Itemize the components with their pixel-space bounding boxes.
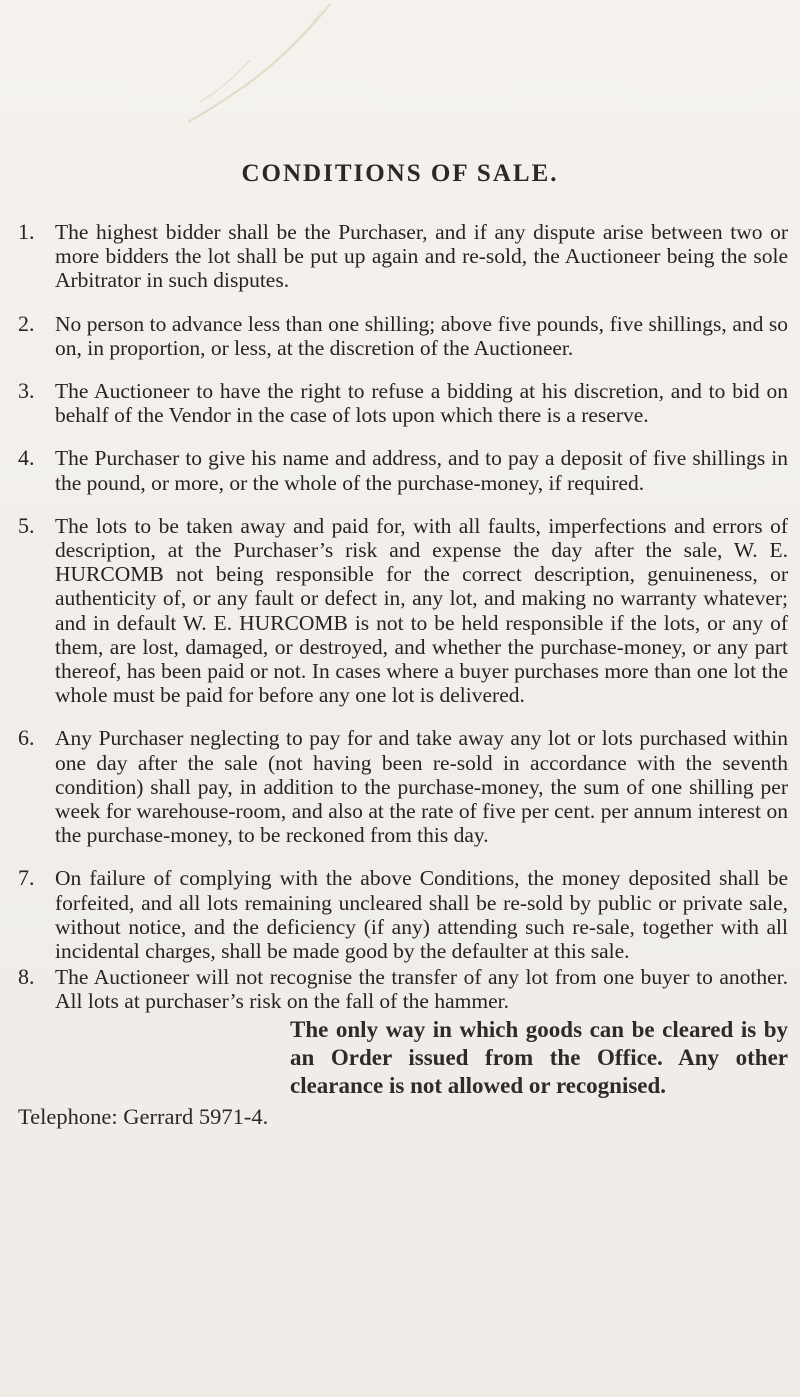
condition-number: 7.: [18, 865, 35, 891]
condition-text: The lots to be taken away and paid for, with all faults, imperfections and errors of description, at the Purchaser’s risk and expense the day after the sale, W. E. HURCOMB not being responsible for the correct description, genuineness, or authenticity of, or any fault or defect in, any lot, and making no warranty whatever; and in default W. E. HURCOMB is not to be held responsible if the lots, or any of them, are lost, damaged, or destroyed, and whether the purchase-money, or any part thereof, has been paid or not. In cases where a buyer purchases more than one lot the whole must be paid for before any one lot is delivered.: [55, 513, 788, 708]
clearance-note: The only way in which goods can be cleared is by an Order issued from the Office. Any other clearance is not allowed or recognised.: [290, 1016, 788, 1098]
condition-number: 4.: [18, 445, 35, 471]
condition-number: 3.: [18, 378, 35, 404]
condition-number: 5.: [18, 512, 35, 538]
condition-item: [18, 312, 788, 360]
condition-text: The Purchaser to give his name and address, and to pay a deposit of five shillings in the pound, or more, or the whole of the purchase-money, if required.: [55, 446, 788, 495]
condition-item: [18, 866, 788, 963]
page-title: CONDITIONS OF SALE.: [241, 160, 559, 187]
condition-text: Any Purchaser neglecting to pay for and take away any lot or lots purchased within one day after the sale (not having been re-sold in accordance with the seventh condition) shall pay, in addition to the purchase-money, the sum of one shilling per week for warehouse-room, and also at the rate of five per cent. per annum interest on the purchase-money, to be reckoned from this day.: [55, 726, 788, 848]
condition-number: 2.: [18, 310, 35, 336]
condition-number: 8.: [18, 964, 35, 990]
condition-text: The highest bidder shall be the Purchaser, and if any dispute arise between two or more bidders the lot shall be put up again and re-sold, the Auctioneer being the sole Arbitrator in such disputes.: [55, 220, 788, 293]
condition-item: [18, 514, 788, 708]
pencil-mark-decoration: [60, 0, 360, 160]
condition-item: [18, 379, 788, 427]
condition-text: The Auctioneer to have the right to refuse a bidding at his discretion, and to bid on behalf of the Vendor in the case of lots upon which there is a reserve.: [55, 379, 788, 428]
condition-item: [18, 726, 788, 847]
condition-item: [18, 446, 788, 494]
conditions-list: [18, 220, 788, 1130]
condition-number: 6.: [18, 725, 35, 751]
condition-number: 1.: [18, 219, 35, 244]
condition-item: [18, 220, 788, 293]
condition-text: No person to advance less than one shilling; above five pounds, five shillings, and so on, in proportion, or less, at the discretion of the Auctioneer.: [55, 311, 788, 360]
condition-text: The Auctioneer will not recognise the transfer of any lot from one buyer to another. All lots at purchaser’s risk on the fall of the hammer.: [55, 965, 788, 1014]
telephone-line: Telephone: Gerrard 5971-4.: [18, 1103, 269, 1129]
condition-item: [18, 965, 788, 1013]
condition-text: On failure of complying with the above Conditions, the money deposited shall be forfeited, and all lots remaining uncleared shall be re-sold by public or private sale, without notice, and the deficiency (if any) attending such re-sale, together with all incidental charges, shall be made good by the defaulter at this sale.: [55, 866, 788, 964]
